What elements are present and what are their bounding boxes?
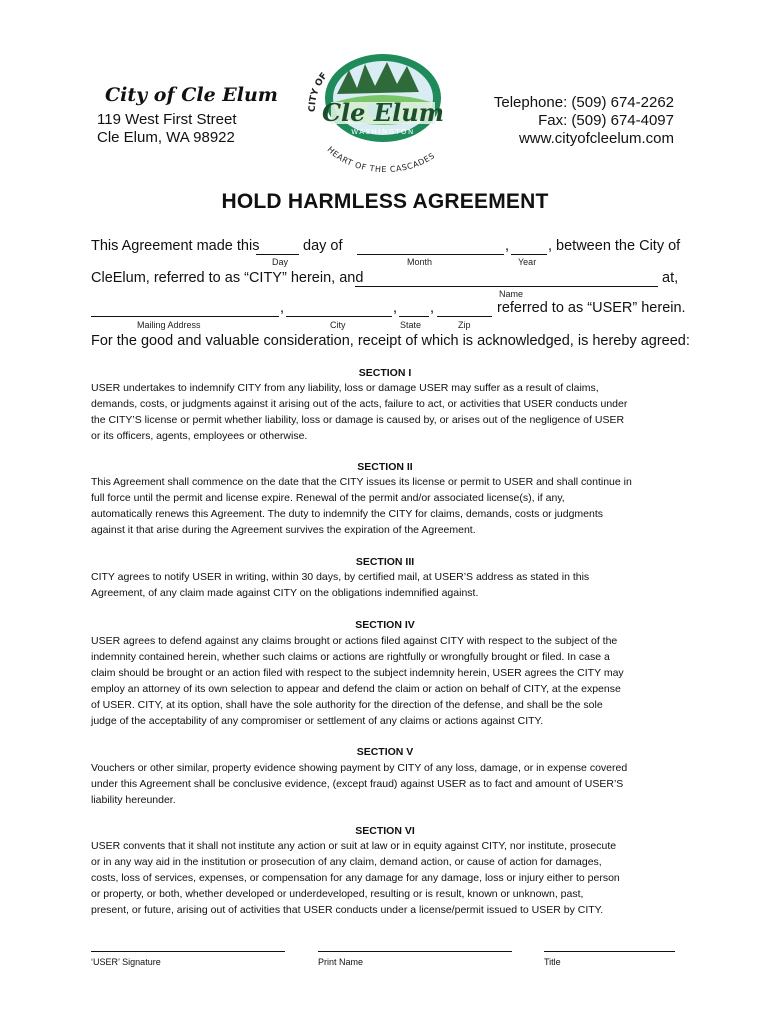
label-mailing-address: Mailing Address: [137, 320, 201, 330]
section-heading: SECTION VI: [355, 825, 415, 837]
fax: Fax: (509) 674-4097: [538, 112, 674, 129]
day-field[interactable]: [256, 240, 299, 255]
section-line: demands, costs, or judgments against it arising out of the acts, failure to act, or activities that USER conducts under: [91, 397, 628, 410]
intro-line2-a: CleElum, referred to as “CITY” herein, and: [91, 270, 364, 286]
section-body: [91, 839, 681, 919]
section-heading: SECTION II: [357, 461, 413, 473]
logo-top-arc: CITY OF: [307, 71, 330, 113]
section-line: the CITY’S license or permit whether liability, loss or damage is caused by, or arises out of the negligence of USER: [91, 413, 625, 426]
zip-field[interactable]: [437, 302, 492, 317]
label-zip: Zip: [458, 320, 471, 330]
telephone: Telephone: (509) 674-2262: [493, 94, 674, 111]
intro-line3-end: referred to as “USER” herein.: [497, 300, 686, 316]
label-name: Name: [499, 289, 524, 299]
section-body: [91, 761, 681, 809]
month-field[interactable]: [357, 240, 504, 255]
name-field[interactable]: [355, 272, 658, 287]
label-month: Month: [407, 257, 433, 267]
logo-state-text: WASHINGTON: [351, 128, 415, 136]
label-user-signature: ‘USER’ Signature: [91, 957, 161, 967]
section-line: or property, or both, whether developed or underdeveloped, resulting or is result, known or unknown, past,: [91, 887, 584, 900]
section-line: costs, loss of services, expenses, or compensation for any damage for any damage, loss or injury either to person: [91, 871, 620, 884]
sep-3: ,: [430, 300, 435, 316]
section-body: [91, 381, 681, 445]
city-name: City of Cle Elum: [105, 84, 278, 106]
intro-line2-b: at,: [662, 270, 679, 286]
section-line: automatically renews this Agreement. The duty to indemnify the CITY for claims, demands, costs or judgments: [91, 507, 604, 520]
document-title: HOLD HARMLESS AGREEMENT: [221, 190, 549, 213]
section-heading: SECTION V: [356, 746, 414, 758]
section-line: or in any way aid in the institution or prosecution of any claim, demand action, or cause of action for damages,: [91, 855, 602, 868]
sep-2: ,: [393, 300, 398, 316]
section-body: [91, 634, 681, 729]
section-line: indemnity contained herein, whether such claims or actions are rightfully or wrongfully brought or filed. In case a: [91, 650, 610, 663]
intro-line1-b: day of: [303, 238, 343, 254]
city-logo: [297, 42, 463, 174]
label-state: State: [400, 320, 422, 330]
section-line: present, or future, arising out of activities that USER conducts under a license/permit issued to USER by CITY.: [91, 903, 604, 916]
label-title: Title: [544, 957, 561, 967]
intro-line1-a: This Agreement made this: [91, 238, 260, 254]
state-field[interactable]: [399, 302, 429, 317]
section-line: claim should be brought or an action filed with respect to the subject indemnity herein, USER agrees the CITY may: [91, 666, 624, 679]
consideration-text: For the good and valuable consideration, receipt of which is acknowledged, is hereby agreed:: [91, 333, 690, 349]
section-line: under this Agreement shall be conclusive evidence, (except fraud) against USER as to fact and amount of USER’S: [91, 777, 624, 790]
section-heading: SECTION III: [355, 556, 415, 568]
section-heading: SECTION I: [358, 367, 412, 379]
section-line: This Agreement shall commence on the date that the CITY issues its license or permit to USER and shall continue in: [91, 476, 632, 488]
section-line: employ an attorney of its own selection to appear and defend the claim or action on behalf of CITY, at the expense: [91, 682, 621, 695]
section-line: of USER. CITY, at its option, shall have the sole authority for the direction of the defense, and shall be the sole: [91, 698, 603, 711]
title-field[interactable]: [544, 951, 675, 952]
mailing-address-field[interactable]: [91, 302, 279, 317]
website: www.cityofcleelum.com: [518, 130, 674, 147]
logo-bottom-arc-wrap: [325, 145, 436, 174]
section-line: USER agrees to defend against any claims brought or actions filed against CITY with respect to the subject of the: [91, 635, 618, 647]
section-line: against it that arise during the Agreement survives the expiration of the Agreement.: [91, 523, 476, 536]
address-line-2: Cle Elum, WA 98922: [97, 129, 235, 146]
logo-bottom-arc: HEART OF THE CASCADES: [325, 144, 437, 174]
print-name-field[interactable]: [318, 951, 512, 952]
section-line: Agreement, of any claim made against CITY on the obligations indemnified against.: [91, 586, 479, 599]
year-field[interactable]: [511, 240, 547, 255]
section-line: or its officers, agents, employees or otherwise.: [91, 429, 308, 442]
label-day: Day: [272, 257, 289, 267]
section-line: USER undertakes to indemnify CITY from any liability, loss or damage USER may suffer as a result of claims,: [91, 382, 599, 394]
section-body: [91, 475, 681, 539]
section-line: Vouchers or other similar, property evidence showing payment by CITY of any loss, damage, or in expense covered: [91, 762, 628, 774]
intro-line1-d: , between the City of: [548, 238, 681, 254]
user-signature-field[interactable]: [91, 951, 285, 952]
section-line: liability hereunder.: [91, 793, 176, 806]
section-line: CITY agrees to notify USER in writing, within 30 days, by certified mail, at USER’S address as stated in this: [91, 571, 590, 583]
sep-1: ,: [280, 300, 285, 316]
logo-main-text: Cle Elum: [321, 98, 445, 127]
section-line: USER convents that it shall not institute any action or suit at law or in equity against CITY, nor institute, prosecute: [91, 840, 617, 852]
label-year: Year: [518, 257, 537, 267]
label-print-name: Print Name: [318, 957, 364, 967]
section-heading: SECTION IV: [355, 619, 415, 631]
section-body: [91, 570, 681, 602]
city-field[interactable]: [286, 302, 392, 317]
label-city: City: [330, 320, 346, 330]
section-line: full force until the permit and license expire. Renewal of the permit and/or associated license(s), if any,: [91, 491, 565, 504]
section-line: judge of the acceptability of any compromiser or settlement of any claims or actions against CITY.: [91, 714, 544, 727]
address-line-1: 119 West First Street: [97, 111, 237, 128]
intro-line1-c: ,: [505, 238, 510, 254]
